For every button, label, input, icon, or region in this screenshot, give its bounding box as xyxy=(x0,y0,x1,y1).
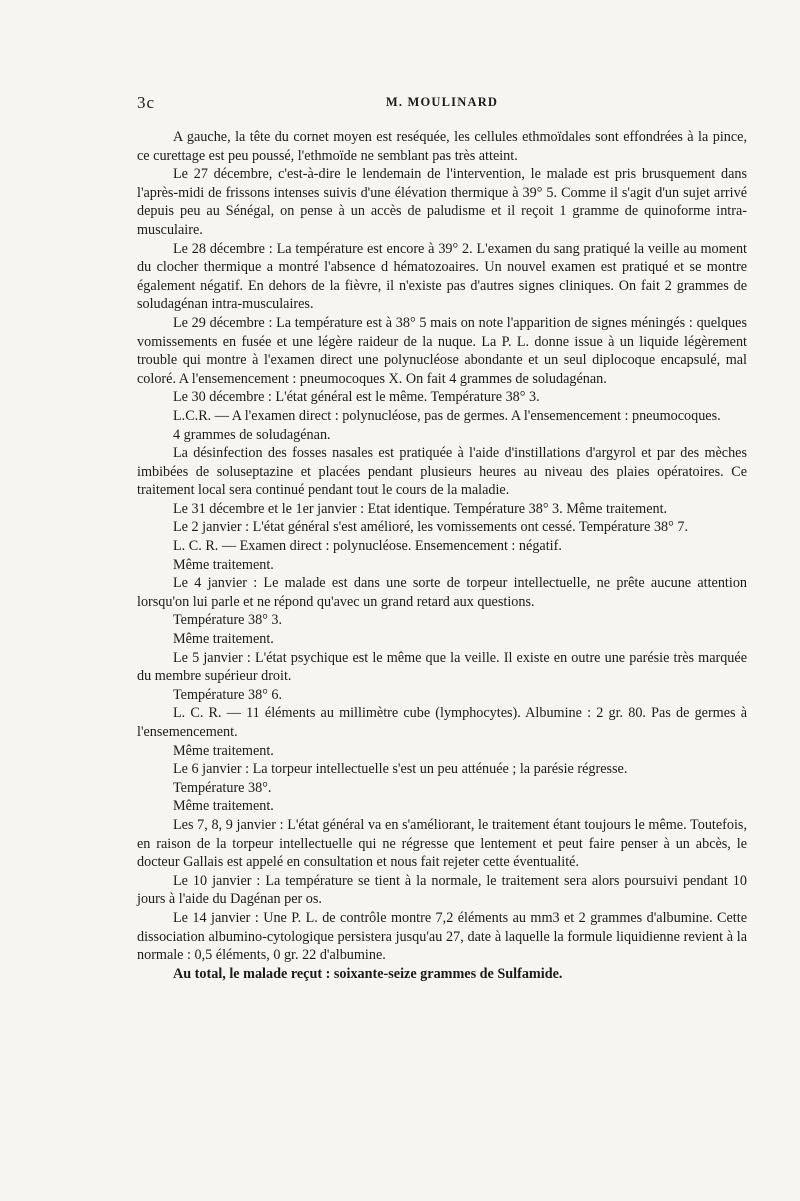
paragraph: A gauche, la tête du cornet moyen est reséquée, les cellules ethmoïdales sont effondrées à la pince, ce curettage est peu poussé, l'ethmoïde ne semblant pas très atteint. xyxy=(137,129,747,164)
paragraph: Le 31 décembre et le 1er janvier : Etat identique. Température 38° 3. Même traitement. xyxy=(173,500,668,517)
paragraph: Même traitement. xyxy=(173,556,274,573)
paragraph: Les 7, 8, 9 janvier : L'état général va en s'améliorant, le traitement étant toujours le même. Toutefois, en raison de la torpeur intellectuelle qui ne régresse que lentement et peut faire penser à un abcès, le docteur Gallais est appelé en consultation et nous fait rejeter cette éventualité. xyxy=(137,816,747,871)
paragraph: Le 30 décembre : L'état général est le même. Température 38° 3. xyxy=(173,389,540,406)
page-header xyxy=(137,93,747,113)
paragraph: L. C. R. — Examen direct : polynucléose. Ensemencement : négatif. xyxy=(173,538,562,555)
paragraph: L. C. R. — 11 éléments au millimètre cube (lymphocytes). Albumine : 2 gr. 80. Pas de germes à l'ensemencement. xyxy=(137,705,747,740)
paragraph: Le 2 janvier : L'état général s'est amélioré, les vomissements ont cessé. Température 38° 7. xyxy=(173,519,688,536)
paragraph: Même traitement. xyxy=(173,631,274,648)
paragraph: Le 10 janvier : La température se tient à la normale, le traitement sera alors poursuivi pendant 10 jours à l'aide du Dagénan per os. xyxy=(137,872,747,908)
conclusion-paragraph: Au total, le malade reçut : soixante-seize grammes de Sulfamide. xyxy=(173,965,563,982)
paragraph: Même traitement. xyxy=(173,798,274,815)
body-text xyxy=(137,128,747,983)
page-number: 3c xyxy=(137,93,156,112)
paragraph: Le 28 décembre : La température est encore à 39° 2. L'examen du sang pratiqué la veille au moment du clocher thermique a montré l'absence d hématozoaires. Un nouvel examen est pratiqué et se montre également négatif. En dehors de la fièvre, il n'existe pas d'autres signes cliniques. On fait 2 grammes de soludagénan intra-musculaires. xyxy=(137,240,747,313)
paragraph: L.C.R. — A l'examen direct : polynucléose, pas de germes. A l'ensemencement : pneumocoques. xyxy=(173,407,721,424)
paragraph: Température 38°. xyxy=(173,779,272,796)
paragraph: Le 5 janvier : L'état psychique est le même que la veille. Il existe en outre une parésie très marquée du membre supérieur droit. xyxy=(137,649,747,685)
paragraph: Même traitement. xyxy=(173,742,274,759)
paragraph: La désinfection des fosses nasales est pratiquée à l'aide d'instillations d'argyrol et par des mèches imbibées de soluseptazine et placées pendant plusieurs heures au niveau des plaies opératoires. Ce traitement local sera continué pendant tout le cours de la maladie. xyxy=(137,445,747,499)
paragraph: Température 38° 6. xyxy=(173,686,283,703)
paragraph: Le 4 janvier : Le malade est dans une sorte de torpeur intellectuelle, ne prête aucune attention lorsqu'on lui parle et ne répond qu'avec un grand retard aux questions. xyxy=(137,575,747,610)
running-head: M. MOULINARD xyxy=(385,95,499,109)
paragraph: Le 29 décembre : La température est à 38° 5 mais on note l'apparition de signes méningés : quelques vomissements en fusée et une légère raideur de la nuque. La P. L. donne issue à un liquide légèrement trouble qui montre à l'examen direct une polynucléose abondante et un seul diplocoque encapsulé, mal coloré. A l'ensemencement : pneumocoques X. On fait 4 grammes de soludagénan. xyxy=(137,314,747,387)
paragraph: Le 27 décembre, c'est-à-dire le lendemain de l'intervention, le malade est pris brusquement dans l'après-midi de frissons intenses suivis d'une élévation thermique à 39° 5. Comme il s'agit d'un sujet arrivé depuis peu au Sénégal, on pense à un accès de paludisme et il reçoit 1 gramme de quinoforme intra-musculaire. xyxy=(137,166,747,238)
paragraph: 4 grammes de soludagénan. xyxy=(173,426,331,443)
paragraph: Température 38° 3. xyxy=(173,612,283,629)
paragraph: Le 6 janvier : La torpeur intellectuelle s'est un peu atténuée ; la parésie régresse. xyxy=(173,761,628,778)
paragraph: Le 14 janvier : Une P. L. de contrôle montre 7,2 éléments au mm3 et 2 grammes d'albumine. Cette dissociation albumino-cytologique persistera jusqu'au 27, date à laquelle la formule liquidienne revient à la normale : 0,5 éléments, 0 gr. 22 d'albumine. xyxy=(137,909,747,964)
